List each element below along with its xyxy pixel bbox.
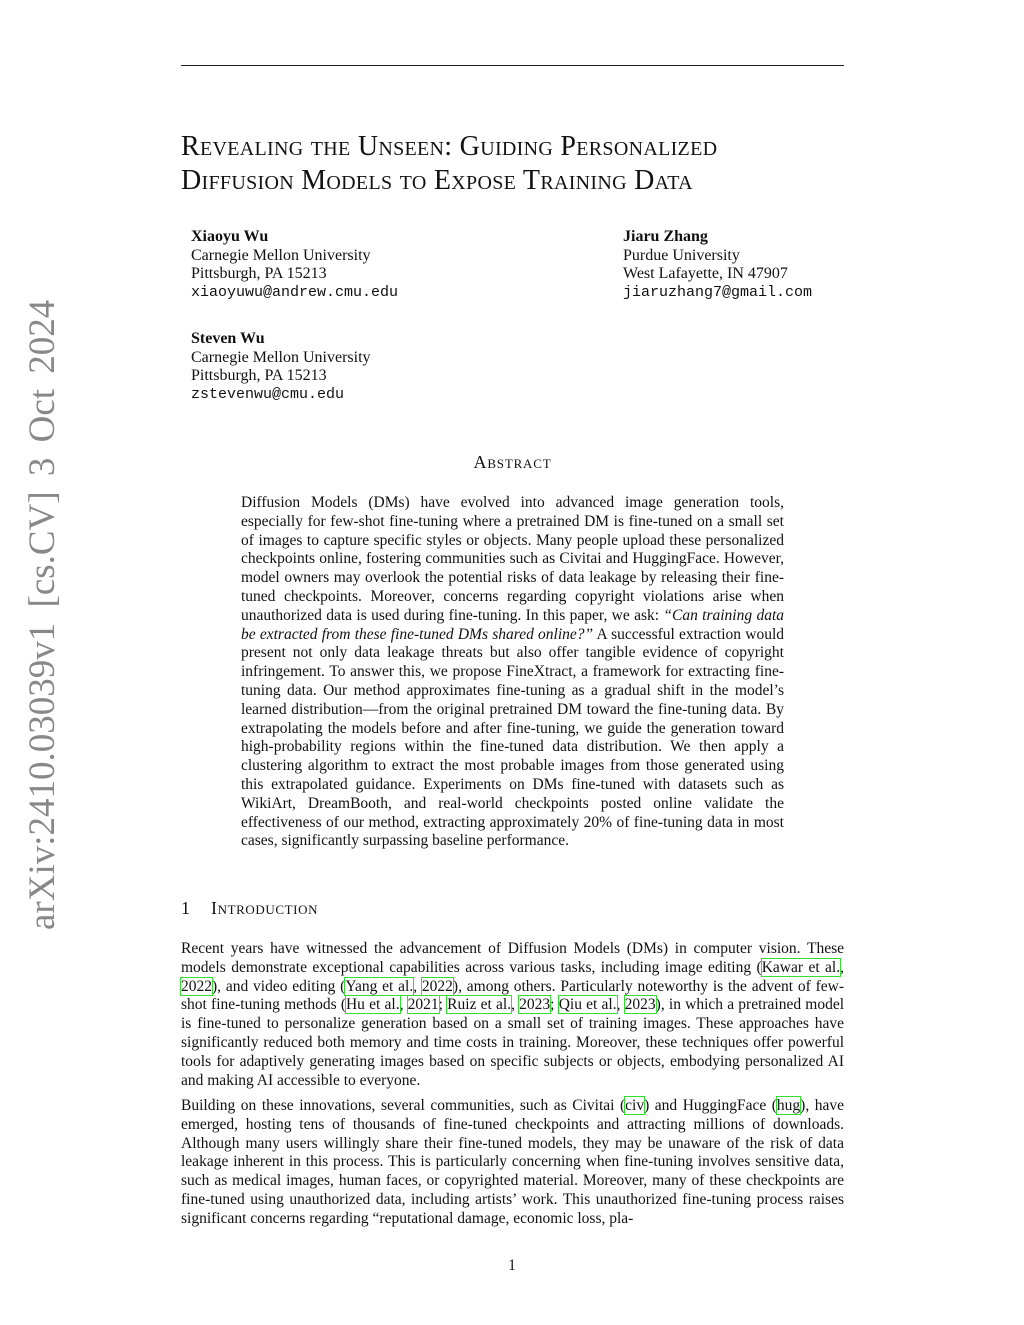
citation-link[interactable]: Kawar et al.	[761, 958, 841, 976]
citation-link[interactable]: 2023	[624, 996, 656, 1014]
title-line-1: Revealing the Unseen: Guiding Personalized	[181, 131, 718, 162]
body-text: ;	[550, 996, 559, 1014]
citation-link[interactable]: Yang et al.	[345, 977, 414, 995]
author-name: Steven Wu	[191, 330, 265, 347]
author-affiliation: Carnegie Mellon University	[191, 246, 371, 264]
body-text: ,	[511, 996, 520, 1014]
citation-link[interactable]: hug	[776, 1097, 801, 1114]
page-number: 1	[508, 1257, 516, 1274]
section-number: 1	[181, 898, 191, 918]
body-text: ) and HuggingFace (	[644, 1097, 777, 1114]
citation-link[interactable]: Ruiz et al.	[447, 996, 512, 1014]
body-text: ,	[399, 996, 408, 1014]
abstract-heading: Abstract	[473, 452, 552, 472]
author-name: Jiaru Zhang	[623, 228, 708, 245]
section-title: Introduction	[211, 898, 319, 918]
section-heading	[181, 898, 318, 919]
abstract-body	[241, 494, 784, 851]
author-location: Pittsburgh, PA 15213	[191, 265, 327, 282]
citation-link[interactable]: 2021	[407, 996, 439, 1014]
author-block-3	[191, 330, 371, 404]
author-email[interactable]: zstevenwu@cmu.edu	[191, 385, 345, 403]
body-text: ,	[616, 996, 625, 1014]
citation-link[interactable]: 2022	[421, 977, 453, 995]
author-email[interactable]: jiaruzhang7@gmail.com	[623, 283, 813, 301]
citation-link[interactable]: 2022	[181, 977, 212, 995]
body-text: ), in which a pretrained model is fine-tuned to personalize generation based on a small set of training images. These approaches have significantly reduced both memory and time costs in training. Moreover, these techniques offer powerful tools for adaptively generating images based on specific subjects or objects, embodying personalized AI and making AI accessible to everyone.	[181, 996, 845, 1089]
body-text: ), have emerged, hosting tens of thousands of fine-tuned checkpoints and attracting millions of downloads. Although many users willingly share their fine-tuned models, they may be unaware of the risk of data leakage inherent in this process. This is particularly concerning when fine-tuning involves sensitive data, such as medical images, human faces, or copyrighted material. Moreover, many of these checkpoints are fine-tuned using unauthorized data, including artists’ work. This unauthorized fine-tuning process raises significant concerns regarding “reputational damage, economic loss, pla-	[181, 1097, 845, 1227]
top-rule	[181, 65, 844, 66]
title-line-2: Diffusion Models to Expose Training Data	[181, 165, 693, 196]
arxiv-stamp: arXiv:2410.03039v1 [cs.CV] 3 Oct 2024	[22, 299, 63, 930]
abstract-text-2: A successful extraction would present not only data leakage threats but also offer tangible evidence of copyright infringement. To answer this, we propose FineXtract, a framework for extracting fine-tuning data. Our method approximates fine-tuning as a gradual shift in the model’s learned distribution—from the original pretrained DM toward the fine-tuning data. By extrapolating the models before and after fine-tuning, we guide the generation toward high-probability regions within the fine-tuned data distribution. We then apply a clustering algorithm to extract the most probable images from those generated using this extrapolated guidance. Experiments on DMs fine-tuned with datasets such as WikiArt, DreamBooth, and real-world checkpoints posted online validate the effectiveness of our method, extracting approximately 20% of fine-tuning data in most cases, significantly surpassing baseline performance.	[241, 625, 784, 850]
citation-link[interactable]: civ	[625, 1097, 645, 1114]
author-email[interactable]: xiaoyuwu@andrew.cmu.edu	[191, 283, 399, 301]
body-text: Building on these innovations, several communities, such as Civitai (	[181, 1097, 626, 1114]
citation-link[interactable]: Hu et al.	[345, 996, 400, 1014]
citation-link[interactable]: 2023	[519, 996, 551, 1014]
author-affiliation: Carnegie Mellon University	[191, 348, 371, 366]
body-text: ), and video editing (	[212, 977, 346, 995]
abstract-text-1: Diffusion Models (DMs) have evolved into advanced image generation tools, especially for few-shot fine-tuning where a pretrained DM is fine-tuned on a small set of images to capture specific styles or objects. Many people upload these personalized checkpoints online, fostering communities such as Civitai and HuggingFace. However, model owners may overlook the potential risks of data leakage by releasing their fine-tuned checkpoints. Moreover, concerns regarding copyright violations arise when unauthorized data is used during fine-tuning. In this paper, we ask:	[241, 494, 784, 624]
author-location: West Lafayette, IN 47907	[623, 265, 788, 282]
intro-paragraph-2	[181, 1097, 844, 1229]
paper-title	[181, 130, 861, 198]
body-text: ;	[438, 996, 448, 1014]
body-text: ), among others. Particularly noteworthy is the advent of few-shot fine-tuning methods (	[181, 977, 844, 1014]
author-name: Xiaoyu Wu	[191, 228, 269, 245]
author-block-2	[623, 228, 812, 302]
author-location: Pittsburgh, PA 15213	[191, 367, 327, 384]
body-text: ,	[840, 958, 844, 976]
body-text: ,	[413, 977, 422, 995]
body-text: Recent years have witnessed the advancement of Diffusion Models (DMs) in computer vision. These models demonstrate exceptional capabilities across various tasks, including image editing (	[181, 940, 844, 976]
author-block-1	[191, 228, 398, 302]
citation-link[interactable]: Qiu et al.	[558, 996, 617, 1014]
abstract-question: “Can training data be extracted from these fine-tuned DMs shared online?”	[241, 606, 785, 643]
author-affiliation: Purdue University	[623, 246, 740, 264]
intro-paragraph-1	[181, 940, 844, 1090]
